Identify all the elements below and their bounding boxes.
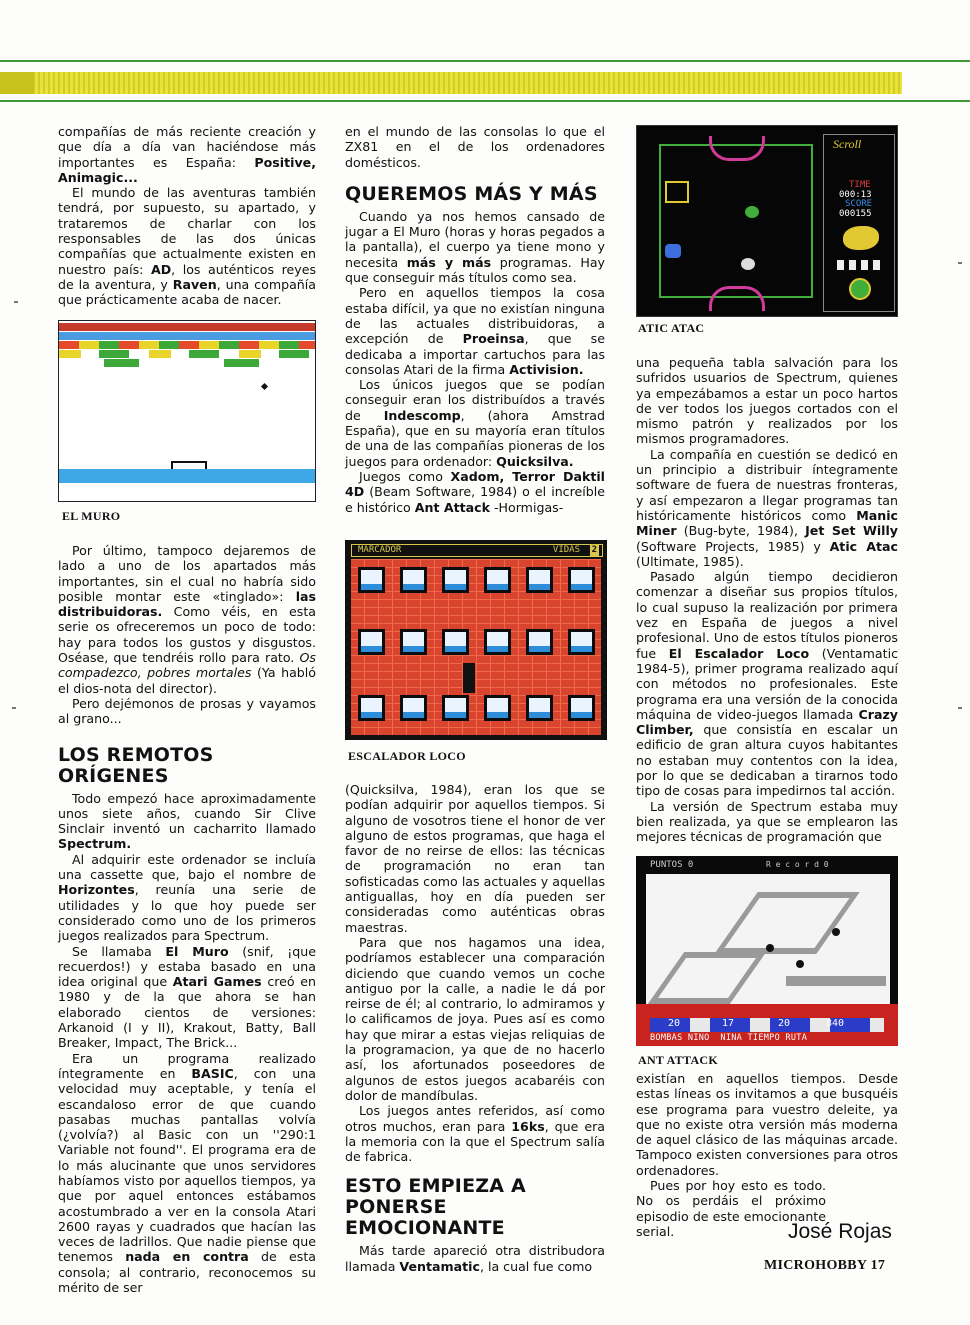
- paragraph: La versión de Spectrum estaba muy bien realizada, ya que se emplearon las mejores técnicas de programación que: [636, 798, 898, 845]
- paragraph: La compañía en cuestión se dedicó en un principio a distribuir íntegramente software de fuera de nuestras fronteras, y así empezaron a llegar programas tan históricamente históricos como Manic Miner (Bug-byte, 1984), Jet Set Willy (Software Projects, 1985) y Atic Atac (Ultimate, 1985).: [636, 446, 899, 569]
- author-signature: José Rojas: [788, 1220, 892, 1243]
- margin-tick: [12, 707, 16, 709]
- top-rule: [0, 60, 970, 62]
- margin-tick: [958, 707, 962, 709]
- paragraph: Los únicos juegos que se podían conseguir eran los distribuídos a través de Indescomp, (ahora Amstrad España), que en su mayoría eran títulos de una de las compañías pioneras de los juegos para ordenador: Quicksilva.: [345, 377, 606, 469]
- puntos-label: PUNTOS 0: [650, 860, 694, 870]
- paragraph: Se llamaba El Muro (snif, ¡que recuerdos!) y estaba basado en una idea original que Atari Games creó en 1980 y de la que ahora se han elaborado cientos de versiones: Arkanoid (I y II), Krakout, Batty, Ball Breaker, Impact, The Brick...: [58, 943, 316, 1051]
- paragraph: Más tarde apareció otra distribudora llamada Ventamatic, la cual fue como: [345, 1243, 605, 1274]
- margin-tick: [14, 301, 18, 303]
- tiempo-value: 840: [826, 1018, 845, 1029]
- bombas-value: 20: [668, 1018, 681, 1029]
- paragraph: Al adquirir este ordenador se incluía una cassette que, bajo el nombre de Horizontes, reunía una serie de utilidades y lo que hoy puede ser considerado como uno de los primeros juegos realizados para Spectrum.: [58, 851, 316, 944]
- paragraph: Todo empezó hace aproximadamente unos siete años, cuando Sir Clive Sinclair inventó un cacharrito llamado Spectrum.: [58, 790, 316, 852]
- vidas-label: VIDAS: [552, 545, 580, 555]
- paragraph: El mundo de las aventuras también tendrá, por supuesto, su apartado, y trataremos de charlar con los responsables de las dos únicas compañías que actualmente existen en nuestro país: AD, los auténticos reyes de la aventura, y Raven, una compañía que prácticamente acaba de nacer.: [58, 185, 316, 308]
- paragraph: Pero en aquellos tiempos la cosa estaba difícil, ya que no existían ninguna de las actuales distribuidoras, a excepción de Proeinsa, que se dedicaba a importar cartuchos para las consolas Atari de la firma Activision.: [345, 285, 605, 377]
- marcador-label: MARCADOR: [358, 545, 402, 555]
- paragraph: Pero dejémonos de prosas y vayamos al grano...: [58, 695, 316, 727]
- section-heading: LOS REMOTOS ORÍGENES: [58, 743, 214, 787]
- paragraph: (Quicksilva, 1984), eran los que se podían adquirir por aquellos tiempos. Si alguno de vosotros tiene el honor de ver alguno de estos programas, que haga el favor de no reirse de ellos: las técnicas de programación no eran tan sofisticadas como las actuales y aquellas antiguallas, hoy en día pueden ser consideradas como auténticas obras maestras.: [345, 782, 605, 935]
- el-muro-caption: EL MURO: [62, 509, 121, 523]
- column-3-middle: [636, 355, 898, 845]
- column-1-bottom: [58, 543, 316, 1295]
- escalador-loco-caption: ESCALADOR LOCO: [348, 749, 466, 763]
- paragraph: existían en aquellos tiempos. Desde estas líneas os invitamos a que busquéis ese programa para vuestro deleite, ya que no existe otra versión más moderna de aquel clásico de las máquinas arcade. Tampoco existen conversiones para otros ordenadores.: [636, 1071, 898, 1178]
- margin-tick: [958, 262, 962, 264]
- paragraph: Los juegos antes referidos, así como otros muchos, eran para 16ks, que era la memoria con la que el Spectrum salía de fabrica.: [345, 1103, 605, 1165]
- climber-sprite: [463, 663, 475, 693]
- header-color-band: [0, 72, 902, 94]
- paragraph: Era un programa realizado íntegramente en BASIC, con una velocidad muy aceptable, y tenía el escandaloso error de que cuando pasabas muchas pantallas volvía (¿volvía?) al Basic con un ''290:1 Variable not found''. El programa era de lo más alucinante que unos servidores habíamos visto por aquellos tiempos, ya que por aquel entonces estábamos acostumbrado a ver en la consola Atari 2600 rayas y cuadrados que hacían las veces de ladrillos. Que nadie piense que tenemos nada en contra de esta consola; al contrario, reconocemos su mérito de ser: [58, 1050, 316, 1296]
- paragraph: en el mundo de las consolas lo que el ZX81 en el de los ordenadores domésticos.: [345, 124, 605, 170]
- atic-atac-caption: ATIC ATAC: [638, 321, 705, 335]
- paragraph: Para que nos hagamos una idea, podríamos establecer una comparación diciendo que cuando vemos un coche antiguo por la calle, a nadie le dá por reirse de él; al contrario, lo admiramos y lo calificamos de joya. Pues así es como hay que mirar a estas viejas reliquias de la programacion, ya que de no hacerlo así, los afortunados poseedores de algunos de estos juegos acabaréis con dolor de mandíbulas.: [345, 934, 605, 1103]
- ant-attack-caption: ANT ATTACK: [638, 1053, 719, 1067]
- escalador-loco-screenshot: [345, 540, 607, 740]
- vidas-value: 2: [591, 545, 597, 555]
- section-heading: ESTO EMPIEZA A PONERSE EMOCIONANTE: [345, 1175, 526, 1240]
- paragraph: Cuando ya nos hemos cansado de jugar a El Muro (horas y horas pegados a la pantalla), el cuerpo ya tiene mono y necesita más y más programas. Hay que conseguir más títulos como sea.: [345, 208, 605, 286]
- column-3-bottom: [636, 1071, 898, 1239]
- record-label: R e c o r d 0: [766, 860, 829, 869]
- column-2-bottom: [345, 782, 605, 1274]
- ant-attack-status-labels: BOMBAS NINO NINA TIEMPO RUTA: [650, 1033, 808, 1043]
- time-label: TIME: [849, 180, 871, 190]
- column-2-top: [345, 124, 605, 515]
- paragraph: Juegos como Xadom, Terror Daktil 4D (Beam Software, 1984) o el increíble e histórico Ant Attack -Hormigas-: [345, 468, 605, 515]
- paragraph: Por último, tampoco dejaremos de lado a uno de los apartados más importantes, sin el cual no habría sido posible montar este «tinglado»: las distribuidoras. Como véis, en esta serie os ofreceremos un poco de todo: hay para todos los gustos y disgustos. Oséase, que tendréis rollo para rato. Os compadezco, pobres mortales (Ya habló el dios-nota del director).: [58, 543, 316, 696]
- paragraph: Pasado algún tiempo decidieron comenzar a diseñar sus propios títulos, lo cual supuso la realización por primera vez en España de juegos a nivel profesional. Uno de estos títulos pioneros fue El Escalador Loco (Ventamatic 1984-5), primer programa realizado aquí con métodos no profesionales. Este programa era una versión de la conocida máquina de video-juegos llamada Crazy Climber, que consistía en escalar un edificio de gran altura cuyos habitantes no estaban muy contentos con la idea, por lo que se dedicaban a tirarnos todo tipo de cosas para impedirnos tal acción.: [636, 569, 898, 799]
- time-value: 000:13: [839, 190, 872, 200]
- column-1-top: [58, 124, 316, 308]
- paragraph: compañías de más reciente creación y que día a día van haciéndose más importantes es España: Positive, Animagic...: [58, 124, 316, 185]
- nino-value: 17: [722, 1018, 735, 1029]
- paragraph: Pues por hoy esto es todo. No os perdáis el próximo episodio de este emocionante serial.: [636, 1178, 826, 1239]
- ant-attack-screenshot: [636, 856, 898, 1046]
- el-muro-screenshot: [58, 320, 316, 502]
- score-label: SCORE: [845, 199, 873, 209]
- section-heading: QUEREMOS MÁS Y MÁS: [345, 182, 598, 205]
- header-band-edge: [0, 72, 34, 94]
- nina-value: 20: [778, 1018, 791, 1029]
- band-rule: [0, 100, 970, 102]
- page-folio: MICROHOBBY 17: [764, 1258, 886, 1273]
- paragraph: una pequeña tabla salvación para los sufridos usuarios de Spectrum, quienes ya empezábamos a estar un poco hartos de ver todos los juegos cortados con el mismo patrón y realizados por los mismos programadores.: [636, 355, 898, 447]
- scroll-label: Scroll: [833, 137, 862, 151]
- atic-atac-screenshot: [636, 125, 898, 317]
- score-value: 000155: [839, 209, 872, 219]
